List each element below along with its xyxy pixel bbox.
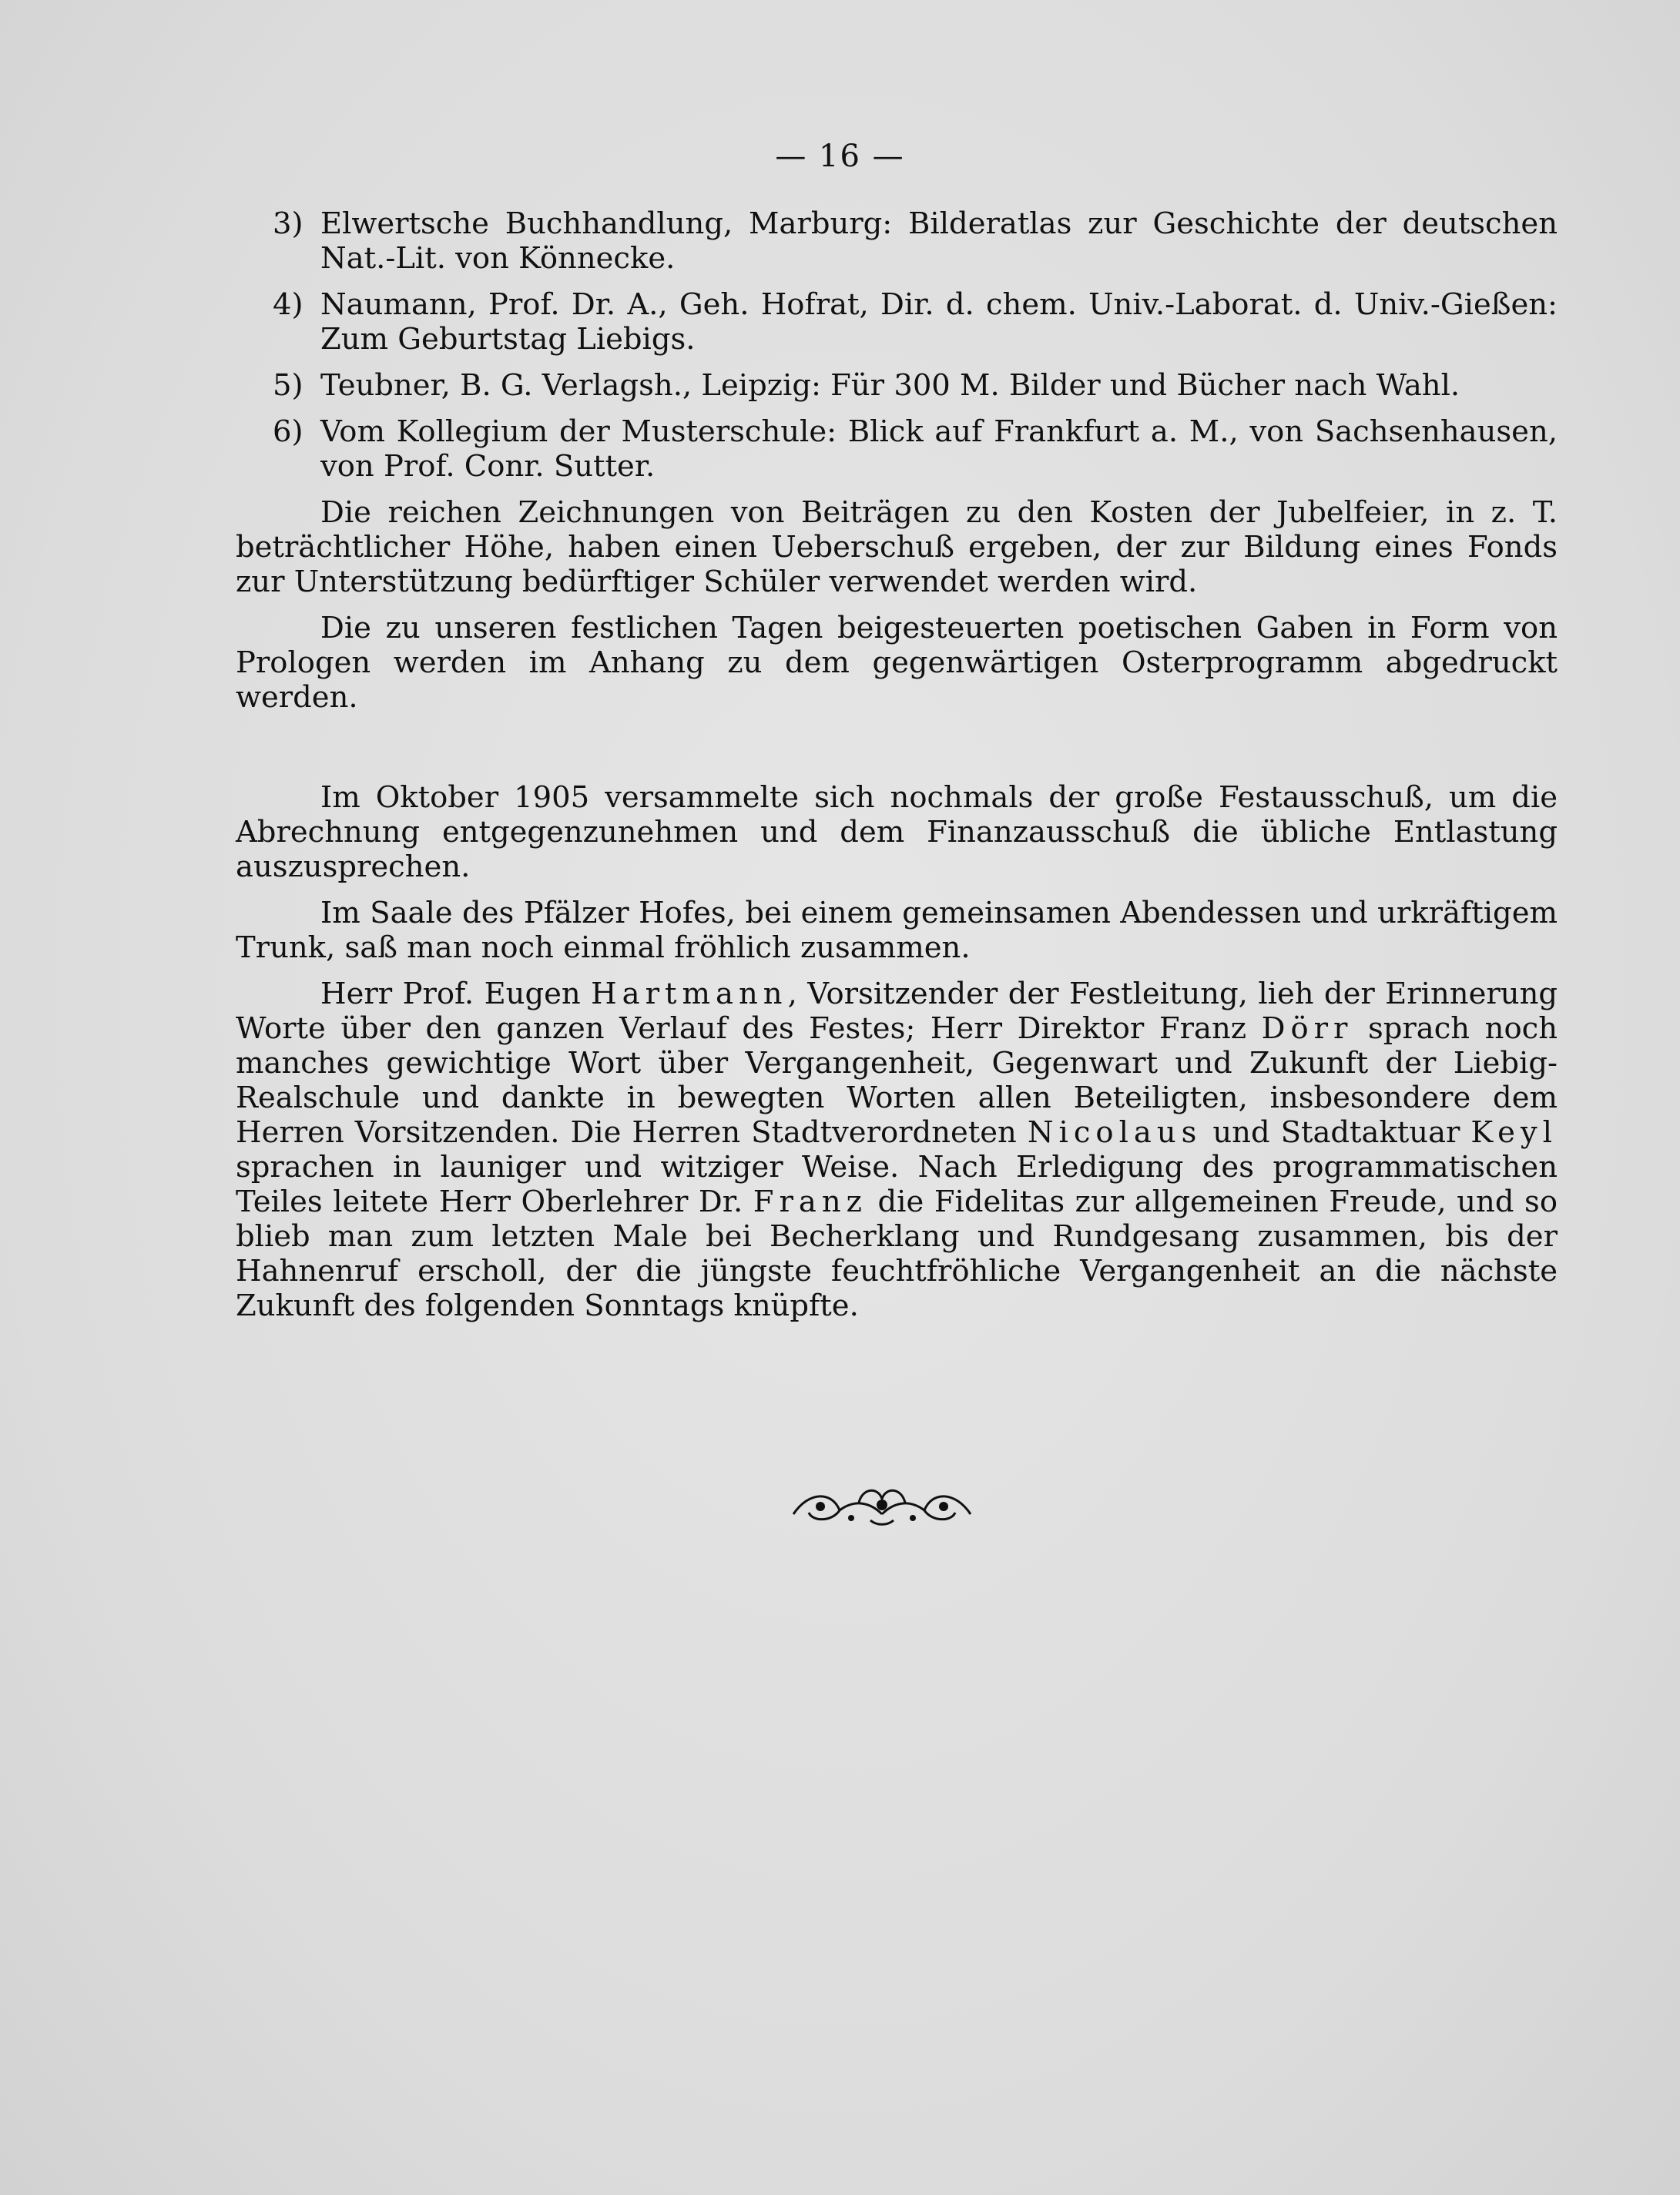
gift-entry xyxy=(236,206,1558,276)
page-body xyxy=(236,206,1558,1335)
paragraph-speeches xyxy=(236,977,1558,1323)
floral-ornament-icon xyxy=(786,1483,978,1530)
person-name: Keyl xyxy=(1470,1115,1558,1150)
gift-text: Teubner, B. G. Verlagsh., Leipzig: Für 300 M. Bilder und Bücher nach Wahl. xyxy=(320,368,1460,403)
paragraph-october-meeting: Im Oktober 1905 versammelte sich nochmals der große Festausschuß, um die Abrechnung entgegenzunehmen und dem Finanzausschuß die übliche Entlastung auszusprechen. xyxy=(236,780,1558,884)
text-run: die Fidelitas zur allgemeinen Freude, und so blieb man zum letzten Male bei Becherklang und Rundgesang zusammen, bis der Hahnenruf erscholl, der die jüngste feuchtfröhliche Vergangenheit an die nächste Zukunft des folgenden Sonntags knüpfte. xyxy=(236,1185,1558,1323)
person-name: Dörr xyxy=(1261,1011,1353,1046)
person-name: Hartmann xyxy=(591,977,788,1011)
gift-text: Elwertsche Buchhandlung, Marburg: Bilderatlas zur Geschichte der deutschen Nat.-Lit. von Könnecke. xyxy=(320,206,1558,276)
gift-entry xyxy=(236,287,1558,357)
section-gap xyxy=(236,726,1558,780)
gift-text: Vom Kollegium der Musterschule: Blick auf Frankfurt a. M., von Sachsenhausen, von Prof. Conr. Sutter. xyxy=(320,414,1558,484)
paragraph-surplus: Die reichen Zeichnungen von Beiträgen zu den Kosten der Jubelfeier, in z. T. beträchtlicher Höhe, haben einen Ueberschuß ergeben, der zur Bildung eines Fonds zur Unterstützung bedürftiger Schüler verwendet werden wird. xyxy=(236,495,1558,599)
gift-number: 6) xyxy=(273,414,303,449)
gift-number: 3) xyxy=(273,206,303,241)
text-run: und Stadtaktuar xyxy=(1202,1115,1471,1150)
paragraph-poetic-gifts: Die zu unseren festlichen Tagen beigesteuerten poetischen Gaben in Form von Prologen werden im Anhang zu dem gegenwärtigen Osterprogramm abgedruckt werden. xyxy=(236,611,1558,715)
gift-entry xyxy=(236,368,1558,403)
page-number: — 16 — xyxy=(775,139,905,174)
text-run: , Vorsitzender der Festleitung, lieh der Erinnerung Worte über den ganzen Verlauf des Festes; Herr Direktor Franz xyxy=(236,977,1558,1046)
person-name: Franz xyxy=(753,1185,867,1219)
paragraph-dinner: Im Saale des Pfälzer Hofes, bei einem gemeinsamen Abendessen und urkräftigem Trunk, saß man noch einmal fröhlich zusammen. xyxy=(236,896,1558,965)
gift-text: Naumann, Prof. Dr. A., Geh. Hofrat, Dir. d. chem. Univ.-Laborat. d. Univ.-Gießen: Zum Geburtstag Liebigs. xyxy=(320,287,1558,357)
text-run: sprachen in launiger und witziger Weise. Nach Erledigung des programmatischen Teiles leitete Herr Oberlehrer Dr. xyxy=(236,1150,1558,1219)
gift-number: 5) xyxy=(273,368,303,403)
gift-number: 4) xyxy=(273,287,303,322)
gift-entry xyxy=(236,414,1558,484)
text-run: sprach noch manches gewichtige Wort über Vergangenheit, Gegenwart und Zukunft der Liebig-Realschule und dankte in bewegten Worten allen Beteiligten, insbesondere dem Herren Vorsitzenden. Die Herren Stadtverordneten xyxy=(236,1011,1558,1150)
text-run: Herr Prof. Eugen xyxy=(320,977,592,1011)
person-name: Nicolaus xyxy=(1027,1115,1202,1150)
